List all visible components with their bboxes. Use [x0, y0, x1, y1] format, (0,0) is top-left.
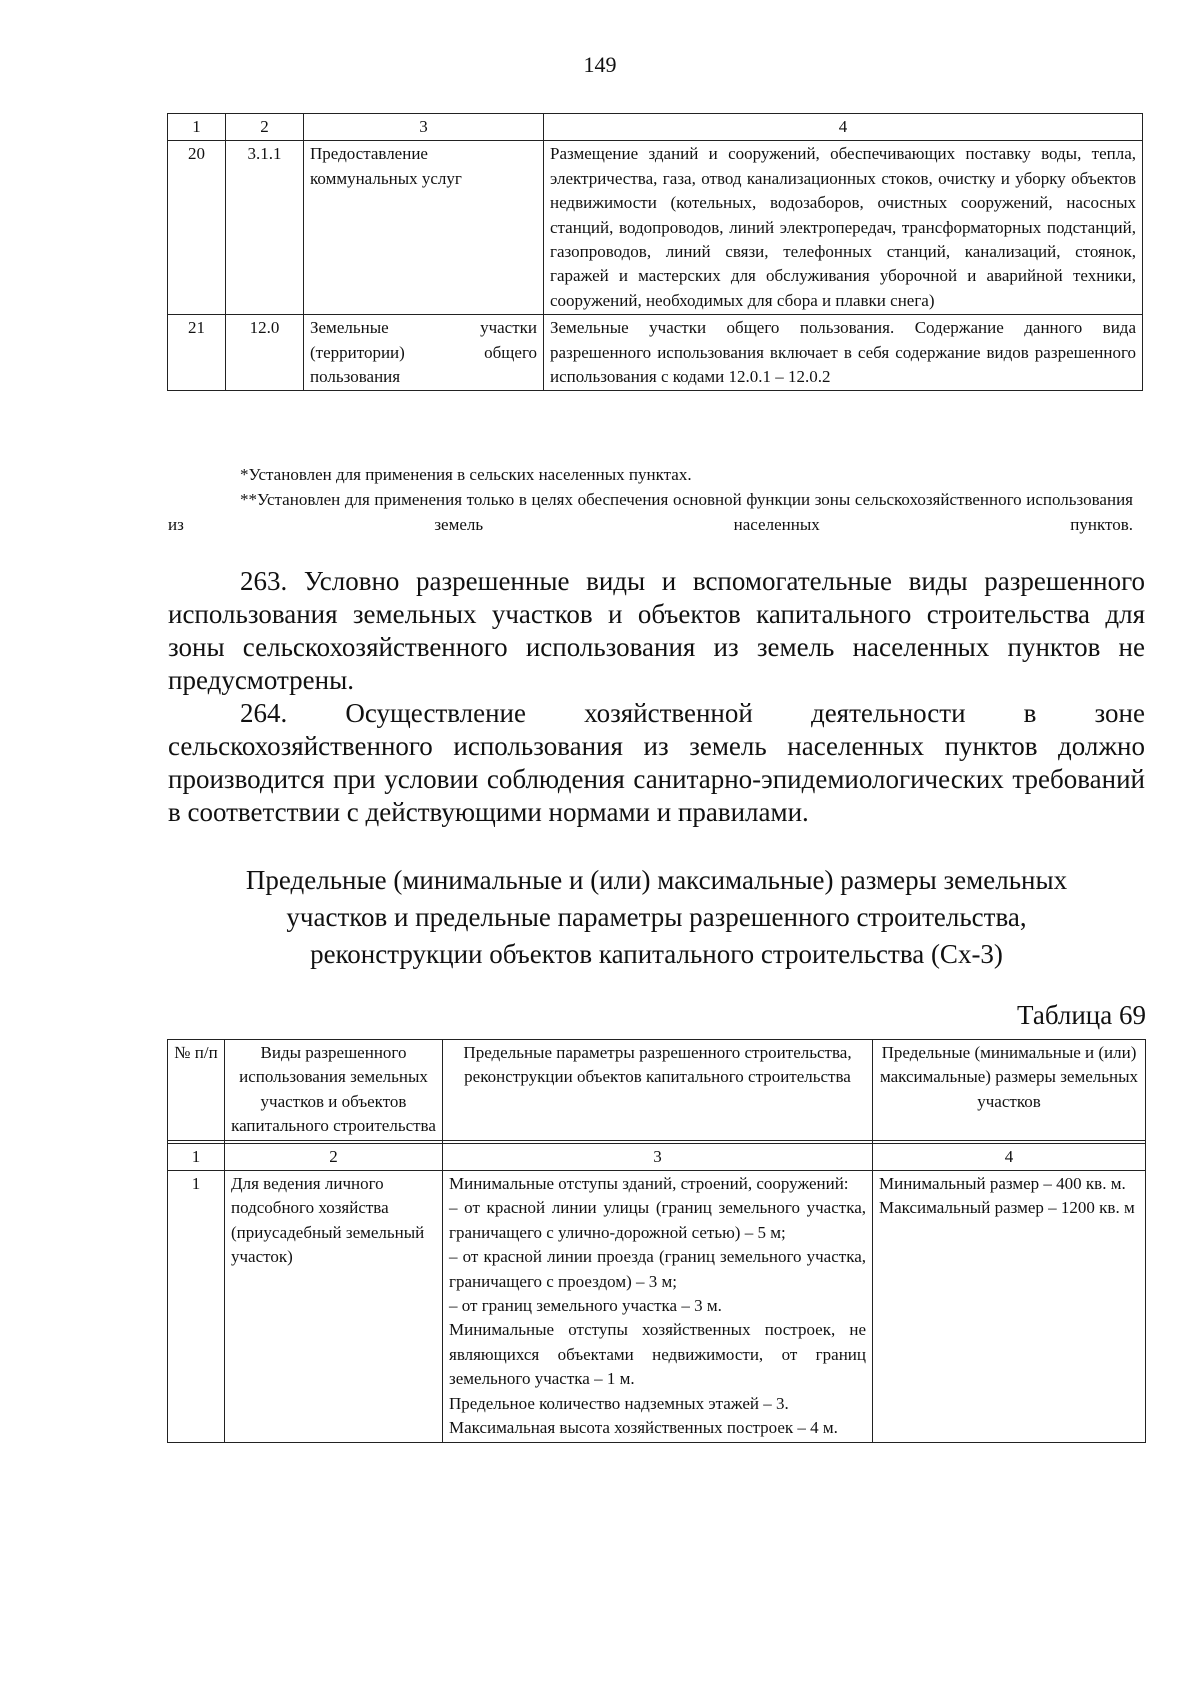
section-title-line: Предельные (минимальные и (или) максимальные) размеры земельных — [245, 865, 1068, 895]
use-description: Размещение зданий и сооружений, обеспечивающих поставку воды, тепла, электричества, газа, отвод канализационных стоков, очистку и уборку объектов недвижимости (котельных, водозаборов, очистных сооружений, насосных станций, водопроводов, линий электропередач, трансформаторных подстанций, газопроводов, линий связи, телефонных станций, канализаций, стоянок, гаражей и мастерских для обслуживания уборочной и аварийной техники, сооружений, необходимых для сбора и плавки снега) — [544, 141, 1143, 315]
use-name: Земельные участки (территории) общего пользования — [304, 315, 544, 391]
table-header-row — [168, 1040, 1146, 1141]
header-plot-sizes: Предельные (минимальные и (или) максимальные) размеры земельных участков — [873, 1040, 1146, 1141]
paragraph-264: 264. Осуществление хозяйственной деятельности в зоне сельскохозяйственного использования из земель населенных пунктов должно производится при условии соблюдения санитарно-эпидемиологических требований в соответствии с действующими нормами и правилами. — [168, 698, 1145, 827]
header-number: № п/п — [168, 1040, 225, 1141]
column-number-2: 2 — [226, 114, 304, 141]
use-code: 12.0 — [226, 315, 304, 391]
column-number-3: 3 — [304, 114, 544, 141]
header-build-params: Предельные параметры разрешенного строительства, реконструкции объектов капитального строительства — [443, 1040, 873, 1141]
page-number: 149 — [583, 52, 617, 77]
section-title-line: реконструкции объектов капитального строительства (Сх-3) — [310, 939, 1003, 969]
build-params — [443, 1171, 873, 1442]
footnote-agricultural: **Установлен для применения только в целях обеспечения основной функции зоны сельскохозяйственного использования из земель населенных пунктов. — [168, 490, 1133, 534]
param-line: Минимальные отступы хозяйственных построек, не являющихся объектами недвижимости, от границ земельного участка – 1 м. — [449, 1320, 866, 1389]
column-number-3: 3 — [443, 1143, 873, 1170]
table-header-row — [168, 114, 1143, 141]
column-number-1: 1 — [168, 114, 226, 141]
param-line: – от красной линии проезда (границ земельного участка, граничащего с проездом) – 3 м; — [449, 1247, 866, 1291]
max-size: Максимальный размер – 1200 кв. м — [879, 1198, 1135, 1218]
use-description: Земельные участки общего пользования. Содержание данного вида разрешенного использования включает в себя содержание видов разрешенного использования с кодами 12.0.1 – 12.0.2 — [544, 315, 1143, 391]
column-number-2: 2 — [225, 1143, 443, 1170]
column-number-4: 4 — [544, 114, 1143, 141]
section-title-line: участков и предельные параметры разрешенного строительства, — [286, 902, 1027, 932]
row-number: 1 — [168, 1171, 225, 1442]
row-number: 20 — [168, 141, 226, 315]
table-row — [168, 141, 1143, 315]
param-line: – от красной линии улицы (границ земельного участка, граничащего с улично-дорожной сетью) – 5 м; — [449, 1198, 866, 1242]
table-caption: Таблица 69 — [1017, 1000, 1146, 1030]
parameters-table — [167, 1039, 1146, 1443]
body-paragraphs — [168, 565, 1145, 829]
paragraph-263: 263. Условно разрешенные виды и вспомогательные виды разрешенного использования земельных участков и объектов капитального строительства для зоны сельскохозяйственного использования из земель населенных пунктов не предусмотрены. — [168, 566, 1145, 695]
row-number: 21 — [168, 315, 226, 391]
min-size: Минимальный размер – 400 кв. м. — [879, 1174, 1126, 1194]
use-type: Для ведения личного подсобного хозяйства (приусадебный земельный участок) — [225, 1171, 443, 1442]
header-use-type: Виды разрешенного использования земельных участков и объектов капитального строительства — [225, 1040, 443, 1141]
column-numbering-row — [168, 1143, 1146, 1170]
param-line: – от границ земельного участка – 3 м. — [449, 1296, 722, 1316]
param-line: Предельное количество надземных этажей – 3. — [449, 1393, 789, 1413]
column-number-4: 4 — [873, 1143, 1146, 1170]
table-row — [168, 1171, 1146, 1442]
footnotes — [168, 462, 1133, 537]
use-code: 3.1.1 — [226, 141, 304, 315]
footnote-rural: *Установлен для применения в сельских населенных пунктах. — [240, 465, 692, 484]
plot-sizes — [873, 1171, 1146, 1442]
param-line: Максимальная высота хозяйственных построек – 4 м. — [449, 1418, 838, 1438]
zoning-uses-table-continued — [167, 113, 1143, 391]
column-number-1: 1 — [168, 1143, 225, 1170]
param-line: Минимальные отступы зданий, строений, сооружений: — [449, 1174, 849, 1194]
section-title — [168, 862, 1145, 973]
use-name: Предоставление коммунальных услуг — [304, 141, 544, 315]
table-row — [168, 315, 1143, 391]
